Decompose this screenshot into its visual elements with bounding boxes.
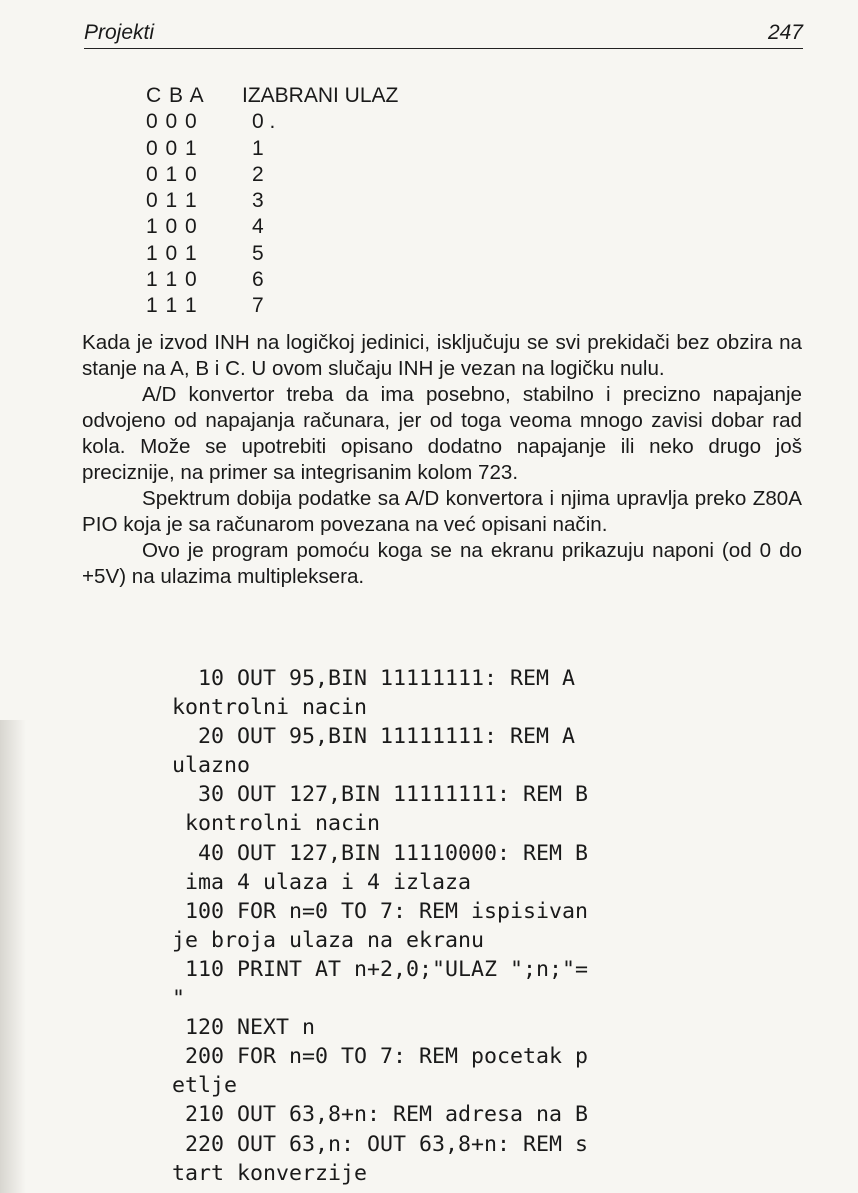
code-line: 40 OUT 127,BIN 11110000: REM B (172, 840, 589, 866)
basic-listing (172, 664, 732, 1188)
code-line: tart konverzije (172, 1160, 368, 1186)
code-line: 220 OUT 63,n: OUT 63,8+n: REM s (172, 1131, 589, 1157)
code-line: ulazno (172, 753, 251, 779)
truth-table-bits: 1 0 1 (146, 241, 198, 265)
truth-table-bits: 0 1 0 (146, 162, 198, 186)
page-binding-shadow (0, 720, 26, 1193)
truth-table-bits: 1 1 0 (146, 268, 198, 292)
code-line: 210 OUT 63,8+n: REM adresa na B (172, 1102, 589, 1128)
truth-table-output: 4 (252, 215, 264, 239)
paragraph-inh: Kada je izvod INH na logičkoj jedinici, isključuju se svi prekidači bez obzira na stanje na A, B i C. U ovom slučaju INH je vezan na logičku nulu. (82, 331, 802, 380)
truth-table-output: 2 (252, 162, 264, 186)
code-line: kontrolni nacin (172, 695, 368, 721)
page-header (84, 18, 803, 49)
truth-table-bits: 0 0 1 (146, 136, 198, 160)
truth-table-output: 6 (252, 268, 264, 292)
code-line: 120 NEXT n (172, 1015, 316, 1041)
truth-table-output: 7 (252, 294, 264, 318)
paragraph-power-supply: A/D konvertor treba da ima posebno, stabilno i precizno napajanje odvojeno od napajanja računara, jer od toga veoma mnogo zavisi dobar rad kola. Može se upotrebiti opisano dodatno napajanje ili neko drugo još preciznije, na primer sa integrisanim kolom 723. (82, 383, 802, 484)
code-line: etlje (172, 1073, 238, 1099)
truth-table-bits-header: C B A (146, 84, 205, 107)
truth-table-output: 1 (252, 136, 264, 160)
truth-table-bits: 1 0 0 (146, 215, 198, 239)
truth-table-bits: 0 1 1 (146, 189, 198, 213)
code-line: 10 OUT 95,BIN 11111111: REM A (172, 666, 576, 691)
paragraph-spectrum: Spektrum dobija podatke sa A/D konvertora i njima upravlja preko Z80A PIO koja je sa računarom povezana na već opisani način. (82, 487, 802, 536)
truth-table-output-header: IZABRANI ULAZ (242, 84, 399, 107)
truth-table-bits: 0 0 0 (146, 110, 198, 134)
truth-table-bits: 1 1 1 (146, 294, 198, 318)
truth-table-output: 5 (252, 241, 264, 265)
code-line: 200 FOR n=0 TO 7: REM pocetak p (172, 1044, 589, 1070)
code-line: ima 4 ulaza i 4 izlaza (172, 869, 472, 895)
code-line: 110 PRINT AT n+2,0;"ULAZ ";n;"= (172, 956, 589, 982)
code-line: 30 OUT 127,BIN 11111111: REM B (172, 782, 589, 808)
code-line: je broja ulaza na ekranu (172, 927, 485, 953)
code-line: kontrolni nacin (172, 811, 381, 837)
code-line: 100 FOR n=0 TO 7: REM ispisivan (172, 898, 589, 924)
truth-table-output: 3 (252, 189, 264, 213)
truth-table-output: 0 . (252, 110, 276, 134)
body-text (82, 330, 802, 590)
paragraph-program-intro: Ovo je program pomoću koga se na ekranu prikazuju naponi (od 0 do +5V) na ulazima multipleksera. (82, 539, 802, 588)
code-line: 20 OUT 95,BIN 11111111: REM A (172, 724, 576, 750)
section-title: Projekti (84, 21, 155, 44)
code-line: " (172, 986, 186, 1012)
page-number: 247 (767, 21, 803, 44)
